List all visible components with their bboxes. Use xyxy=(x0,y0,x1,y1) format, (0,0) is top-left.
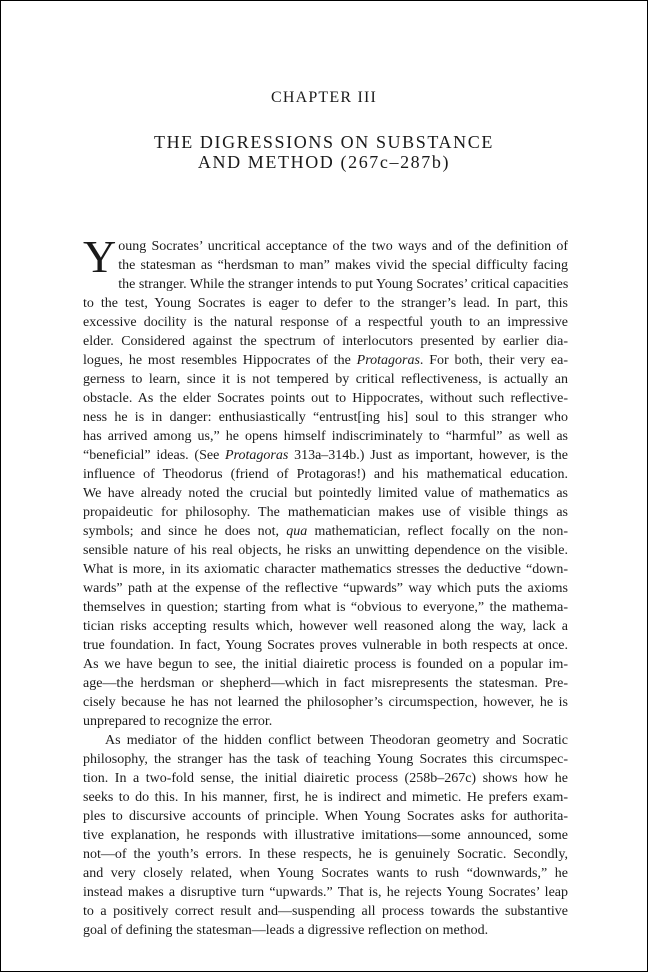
text-line: the statesman as “herdsman to man” makes vivid the special difficulty facing xyxy=(118,258,568,273)
text-line: has arrived among us,” he opens himself indiscriminately to “harmful” as well as xyxy=(83,429,568,444)
text-line: ples to discursive accounts of principle. When Young Socrates asks for authorita- xyxy=(83,809,568,824)
text-line: wards” path at the expense of the reflective “upwards” way which puts the axioms xyxy=(83,581,568,596)
drop-cap-lines xyxy=(118,237,568,275)
chapter-title-line-2: AND METHOD (267c–287b) xyxy=(197,152,451,172)
text-line: and very closely related, when Young Socrates wants to rush “downwards,” he xyxy=(83,866,568,881)
text-line: propaideutic for philosophy. The mathematician makes use of visible things as xyxy=(83,505,568,520)
text-line: As mediator of the hidden conflict between Theodoran geometry and Socratic xyxy=(105,733,568,748)
paragraph-2 xyxy=(83,731,568,940)
text-run: “beneficial” ideas. (See xyxy=(83,448,226,463)
text-line: age—the herdsman or shepherd—which in fact misrepresents the statesman. Pre- xyxy=(83,676,568,691)
text-line: not—of the youth’s errors. In these respects, he is genuinely Socratic. Secondly, xyxy=(83,847,568,862)
drop-cap: Y xyxy=(83,231,117,282)
text-run: symbols; and since he does not, xyxy=(83,524,287,539)
text-line: tive explanation, he responds with illustrative imitations—some announced, some xyxy=(83,828,568,843)
chapter-label: CHAPTER III xyxy=(270,89,378,106)
text-line: As we have begun to see, the initial diairetic process is founded on a popular im- xyxy=(83,657,568,672)
text-line xyxy=(83,351,568,370)
text-line: elder. Considered against the spectrum of interlocutors presented by earlier dia- xyxy=(83,334,568,349)
text-line: to a positively correct result and—suspending all process towards the substantive xyxy=(83,904,568,919)
text-run: logues, he most resembles Hippocrates of the xyxy=(83,353,357,368)
text-line: ness he is in danger: enthusiastically “entrust[ing his] soul to this stranger who xyxy=(83,410,568,425)
text-line: influence of Theodorus (friend of Protagoras!) and his mathematical education. xyxy=(83,467,568,482)
text-run: . For both, their very ea- xyxy=(419,353,568,368)
paragraph-1 xyxy=(83,231,569,731)
text-line: tion. In a two-fold sense, the initial diairetic process (258b–267c) shows how he xyxy=(83,771,568,786)
text-line: What is more, in its axiomatic character mathematics stresses the deductive “down- xyxy=(83,562,568,577)
text-line: to the test, Young Socrates is eager to defer to the stranger’s lead. In part, this xyxy=(83,296,568,311)
text-line: oung Socrates’ uncritical acceptance of the two ways and of the definition of xyxy=(118,239,568,254)
text-run: 313a–314b.) Just as important, however, is the xyxy=(288,448,568,463)
text-line: goal of defining the statesman—leads a digressive reflection on method. xyxy=(83,923,489,938)
text-line: philosophy, the stranger has the task of teaching Young Socrates this circumspec- xyxy=(83,752,568,767)
text-line: true foundation. In fact, Young Socrates proves vulnerable in both respects at once. xyxy=(83,638,568,653)
chapter-title-line-1: THE DIGRESSIONS ON SUBSTANCE xyxy=(154,132,494,152)
text-line: obstacle. As the elder Socrates points out to Hippocrates, without such reflective- xyxy=(83,391,568,406)
text-line: cisely because he has not learned the philosopher’s circumspection, however, he is xyxy=(83,695,568,710)
text-line: instead makes a disruptive turn “upwards.” That is, he rejects Young Socrates’ leap xyxy=(83,885,568,900)
chapter-title xyxy=(1,132,647,172)
text-line xyxy=(83,522,568,541)
text-line: tician risks accepting results which, however well reasoned along the way, lack a xyxy=(83,619,568,634)
italic-title: Protagoras xyxy=(225,448,289,463)
italic-title: Protagoras xyxy=(356,353,420,368)
text-line: the stranger. While the stranger intends to put Young Socrates’ critical capacities xyxy=(118,277,569,292)
text-line: seeks to do this. In his manner, first, he is indirect and mimetic. He prefers exam- xyxy=(83,790,568,805)
text-run: mathematician, reflect focally on the non- xyxy=(307,524,568,539)
italic-term: qua xyxy=(286,524,308,539)
text-line: We have already noted the crucial but pointedly limited value of mathematics as xyxy=(83,486,568,501)
text-line xyxy=(83,446,568,465)
chapter-body xyxy=(83,231,569,940)
text-line: gerness to learn, since it is not tempered by critical reflectiveness, is actually an xyxy=(83,372,568,387)
text-line: unprepared to recognize the error. xyxy=(83,714,273,729)
text-line: themselves in question; starting from what is “obvious to everyone,” the mathema- xyxy=(83,600,568,615)
text-line: excessive docility is the natural response of a respectful youth to an impressive xyxy=(83,315,568,330)
text-line: sensible nature of his real objects, he risks an unwitting dependence on the visible. xyxy=(83,543,568,558)
